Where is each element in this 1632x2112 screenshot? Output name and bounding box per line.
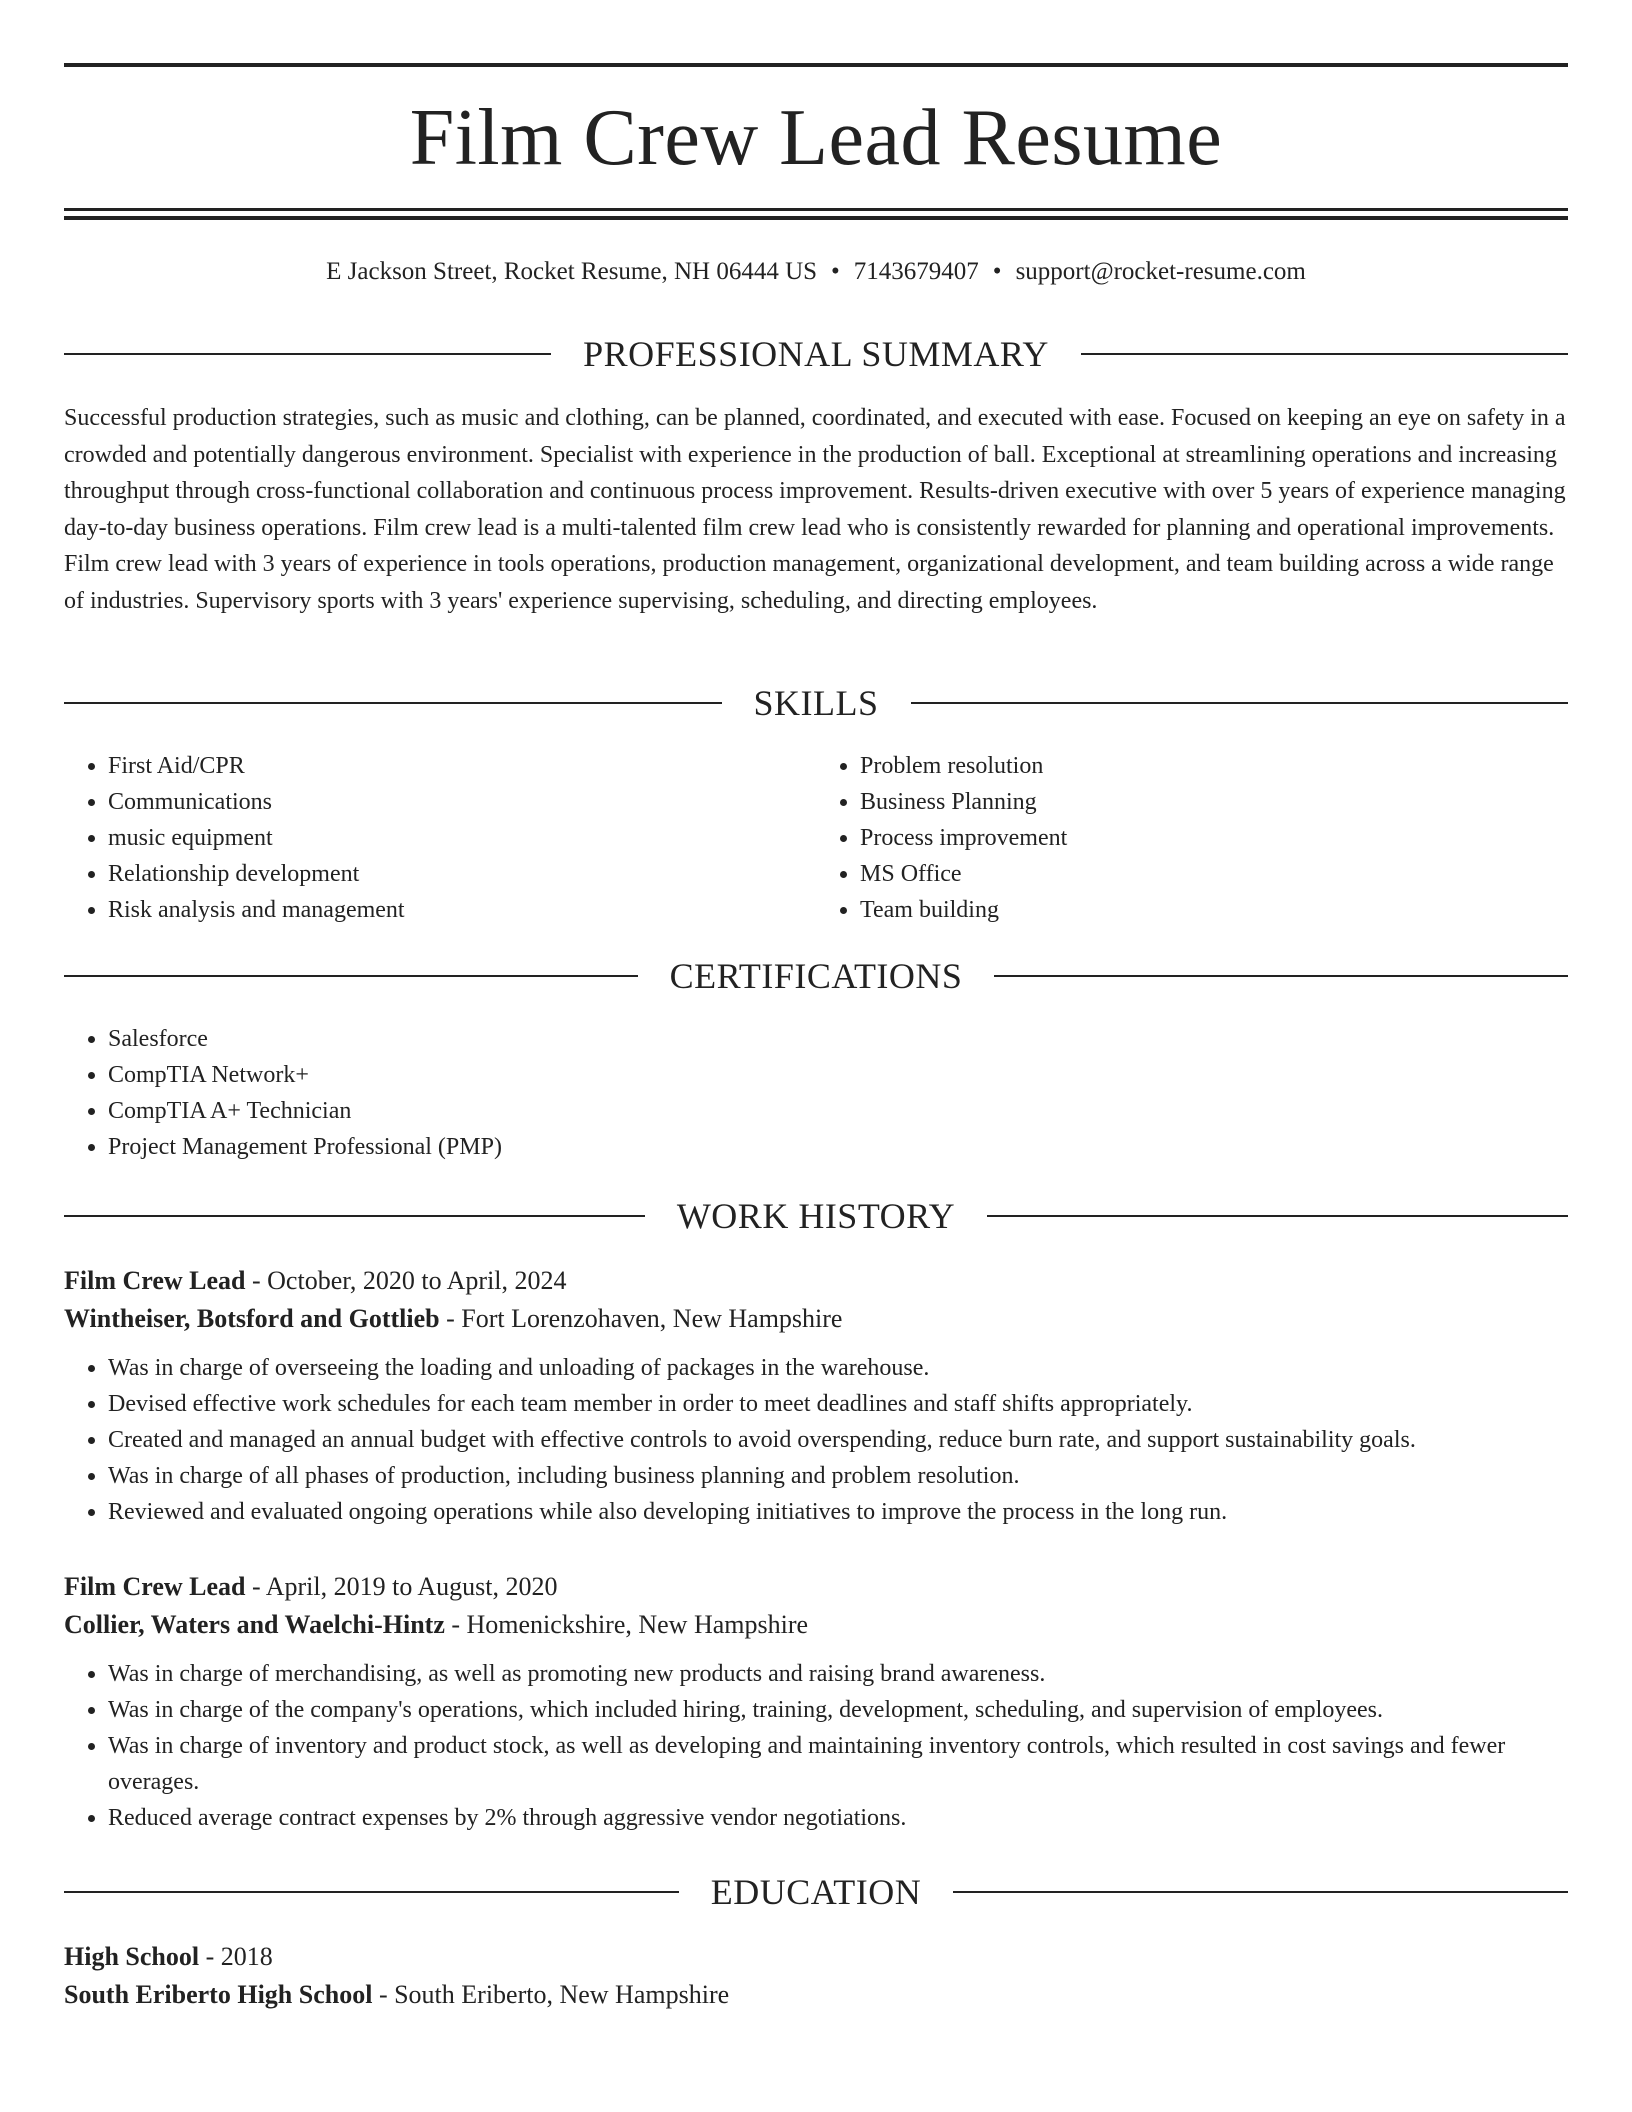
section-title: WORK HISTORY — [676, 1196, 956, 1236]
section-heading-work — [64, 1194, 1568, 1238]
certification-item: • CompTIA Network+ — [108, 1057, 1568, 1093]
job-bullet: • Was in charge of overseeing the loading and unloading of packages in the warehouse. — [108, 1350, 1568, 1386]
contact-line — [64, 254, 1568, 290]
skill-item: • Communications — [108, 784, 816, 820]
certifications-list — [64, 1021, 1568, 1165]
skill-item: • Team building — [860, 892, 1568, 928]
job-company-line — [64, 1300, 1568, 1338]
divider — [64, 702, 722, 704]
job-bullets — [64, 1656, 1568, 1836]
skill-item: • MS Office — [860, 856, 1568, 892]
section-title: SKILLS — [753, 683, 879, 723]
divider — [64, 1215, 645, 1217]
skills-list-right — [816, 748, 1568, 928]
section-heading-education — [64, 1870, 1568, 1914]
divider — [911, 702, 1569, 704]
section-title: EDUCATION — [710, 1872, 922, 1912]
job-location: - Fort Lorenzohaven, New Hampshire — [439, 1304, 843, 1333]
education-school-line — [64, 1976, 1568, 2014]
job-company: Wintheiser, Botsford and Gottlieb — [64, 1304, 440, 1333]
skill-item: • Risk analysis and management — [108, 892, 816, 928]
education-school: South Eriberto High School — [64, 1980, 373, 2009]
skill-item: • music equipment — [108, 820, 816, 856]
contact-address: E Jackson Street, Rocket Resume, NH 06444 US — [326, 258, 818, 285]
divider — [64, 975, 638, 977]
education-location: - South Eriberto, New Hampshire — [372, 1980, 730, 2009]
skill-item: • Relationship development — [108, 856, 816, 892]
job-title-line — [64, 1262, 1568, 1300]
section-heading-summary — [64, 332, 1568, 376]
section-heading-skills — [64, 681, 1568, 725]
divider — [64, 1891, 679, 1893]
certification-item: • CompTIA A+ Technician — [108, 1093, 1568, 1129]
education-entry — [64, 1938, 1568, 2014]
job-company-line — [64, 1606, 1568, 1644]
job-entry — [64, 1568, 1568, 1836]
job-bullet: • Was in charge of merchandising, as well as promoting new products and raising brand awareness. — [108, 1656, 1568, 1692]
education-degree: High School — [64, 1942, 200, 1971]
contact-email: support@rocket-resume.com — [1015, 258, 1306, 285]
job-title-line — [64, 1568, 1568, 1606]
job-bullet: • Created and managed an annual budget with effective controls to avoid overspending, reduce burn rate, and support sustainability goals. — [108, 1422, 1568, 1458]
skill-item: • Problem resolution — [860, 748, 1568, 784]
divider — [64, 353, 551, 355]
skills-columns — [64, 748, 1568, 928]
education-year: - 2018 — [199, 1942, 273, 1971]
title-double-rule — [64, 208, 1568, 220]
job-role: Film Crew Lead — [64, 1572, 246, 1601]
section-title: PROFESSIONAL SUMMARY — [583, 334, 1049, 374]
job-dates: - April, 2019 to August, 2020 — [245, 1572, 558, 1601]
job-bullet: • Devised effective work schedules for each team member in order to meet deadlines and staff shifts appropriately. — [108, 1386, 1568, 1422]
skill-item: • First Aid/CPR — [108, 748, 816, 784]
job-role: Film Crew Lead — [64, 1266, 246, 1295]
job-entry — [64, 1262, 1568, 1530]
education-degree-line — [64, 1938, 1568, 1976]
contact-phone: 7143679407 — [853, 258, 979, 285]
job-bullets — [64, 1350, 1568, 1530]
contact-separator: • — [831, 258, 840, 285]
job-bullet: • Was in charge of all phases of production, including business planning and problem resolution. — [108, 1458, 1568, 1494]
skill-item: • Process improvement — [860, 820, 1568, 856]
divider — [1081, 353, 1568, 355]
divider — [953, 1891, 1568, 1893]
divider — [994, 975, 1568, 977]
job-location: - Homenickshire, New Hampshire — [444, 1610, 809, 1639]
job-bullet: • Reduced average contract expenses by 2% through aggressive vendor negotiations. — [108, 1800, 1568, 1836]
job-dates: - October, 2020 to April, 2024 — [245, 1266, 567, 1295]
contact-separator: • — [992, 258, 1002, 285]
skills-list-left — [64, 748, 816, 928]
job-bullet: • Was in charge of inventory and product stock, as well as developing and maintaining inventory controls, which resulted in cost savings and fewer overages. — [108, 1728, 1568, 1800]
section-title: CERTIFICATIONS — [669, 956, 963, 996]
job-company: Collier, Waters and Waelchi-Hintz — [64, 1610, 445, 1639]
top-rule — [64, 63, 1568, 67]
divider — [987, 1215, 1568, 1217]
resume-title: Film Crew Lead Resume — [409, 94, 1223, 182]
summary-text: Successful production strategies, such as music and clothing, can be planned, coordinated, and executed with ease. Focused on keeping an eye on safety in a crowded and potentially dangerous environment. Specialist with experience in the production of ball. Exceptional at streamlining operations and increasing throughput through cross-functional collaboration and continuous process improvement. Results-driven executive with over 5 years of experience managing day-to-day business operations. Film crew lead is a multi-talented film crew lead who is consistently rewarded for planning and operational improvements. Film crew lead with 3 years of experience in tools operations, production management, organizational development, and team building across a wide range of industries. Supervisory sports with 3 years' experience supervising, scheduling, and directing employees. — [64, 405, 1566, 614]
certifications-block — [64, 1021, 1568, 1165]
certification-item: • Salesforce — [108, 1021, 1568, 1057]
job-bullet: • Was in charge of the company's operations, which included hiring, training, development, scheduling, and supervision of employees. — [108, 1692, 1568, 1728]
certification-item: • Project Management Professional (PMP) — [108, 1129, 1568, 1165]
skill-item: • Business Planning — [860, 784, 1568, 820]
section-heading-certifications — [64, 954, 1568, 998]
job-bullet: • Reviewed and evaluated ongoing operations while also developing initiatives to improve the process in the long run. — [108, 1494, 1568, 1530]
